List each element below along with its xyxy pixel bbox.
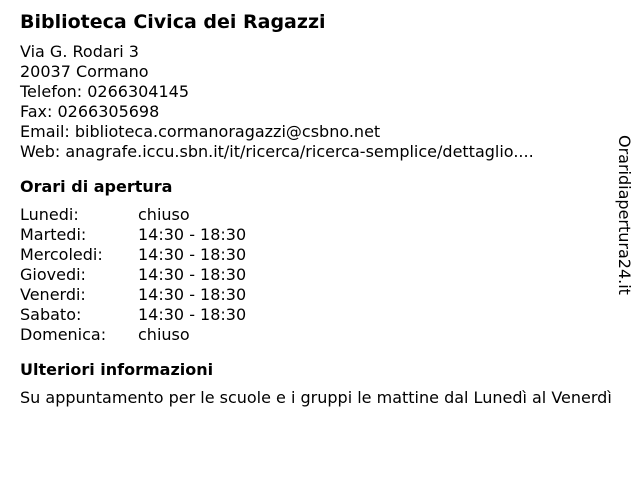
hours-value: 14:30 - 18:30 — [138, 285, 247, 304]
hours-value: chiuso — [138, 325, 190, 344]
hours-row-thursday — [20, 265, 600, 285]
address-city: 20037 Cormano — [20, 62, 149, 81]
email-line: Email: biblioteca.cormanoragazzi@csbno.net — [20, 122, 381, 141]
day-label: Sabato: — [20, 305, 82, 324]
hours-value: 14:30 - 18:30 — [138, 305, 247, 324]
hours-row-wednesday — [20, 245, 600, 265]
opening-hours-heading: Orari di apertura — [20, 177, 173, 196]
hours-value: 14:30 - 18:30 — [138, 225, 247, 244]
library-name: Biblioteca Civica dei Ragazzi — [20, 11, 326, 33]
contact-block — [20, 42, 600, 162]
day-label: Martedi: — [20, 225, 87, 244]
library-card — [20, 10, 612, 408]
hours-value: 14:30 - 18:30 — [138, 265, 247, 284]
hours-row-friday — [20, 285, 600, 305]
hours-row-sunday — [20, 325, 600, 345]
more-info-text: Su appuntamento per le scuole e i gruppi le mattine dal Lunedì al Venerdì — [20, 388, 612, 407]
day-label: Domenica: — [20, 325, 107, 344]
day-label: Venerdi: — [20, 285, 86, 304]
day-label: Lunedi: — [20, 205, 79, 224]
opening-hours-table — [20, 205, 600, 345]
more-info-heading: Ulteriori informazioni — [20, 360, 214, 379]
hours-row-tuesday — [20, 225, 600, 245]
day-label: Giovedi: — [20, 265, 86, 284]
hours-value: chiuso — [138, 205, 190, 224]
web-line: Web: anagrafe.iccu.sbn.it/it/ricerca/ricerca-semplice/dettaglio.... — [20, 142, 534, 161]
fax-line: Fax: 0266305698 — [20, 102, 160, 121]
hours-row-monday — [20, 205, 600, 225]
day-label: Mercoledi: — [20, 245, 103, 264]
site-watermark: Oraridiapertura24.it — [615, 135, 634, 295]
address-street: Via G. Rodari 3 — [20, 42, 139, 61]
phone-line: Telefon: 0266304145 — [20, 82, 190, 101]
hours-value: 14:30 - 18:30 — [138, 245, 247, 264]
hours-row-saturday — [20, 305, 600, 325]
